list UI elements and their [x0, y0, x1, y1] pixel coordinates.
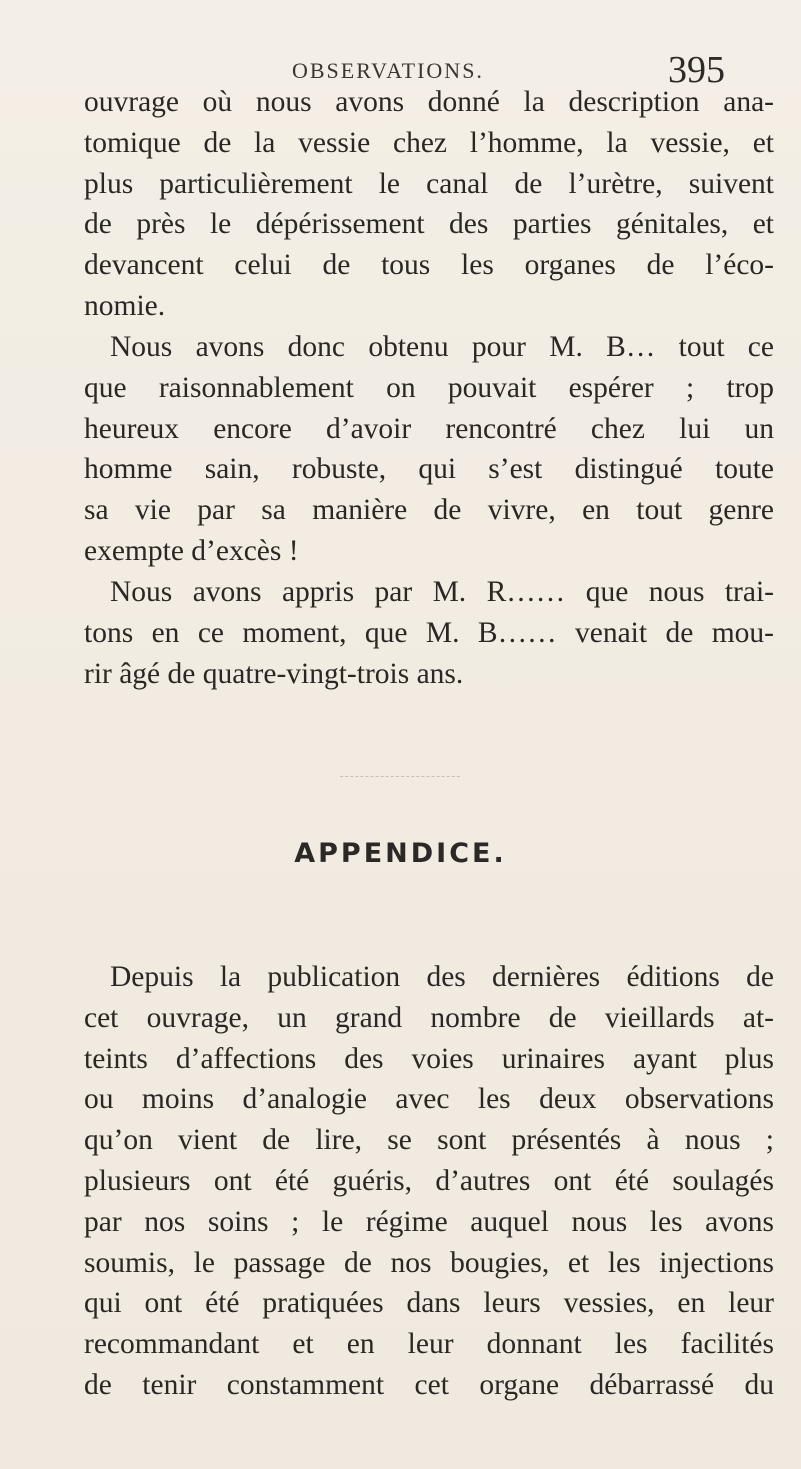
- text-line: rir âgé de quatre-vingt-trois ans.: [84, 657, 464, 690]
- text-line: de tenir constamment cet organe débarrassé du: [84, 1368, 774, 1401]
- text-line: sa vie par sa manière de vivre, en tout genre: [84, 494, 774, 527]
- text-line: recommandant et en leur donnant les facilités: [84, 1328, 774, 1361]
- text-line: qu’on vient de lire, se sont présentés à nous ;: [84, 1124, 774, 1157]
- section-divider: [340, 776, 460, 781]
- text-line: tons en ce moment, que M. B…… venait de mou-: [84, 616, 774, 649]
- page-number: 395: [668, 49, 725, 91]
- text-line: cet ouvrage, un grand nombre de vieillards at-: [84, 1001, 774, 1034]
- text-line: ouvrage où nous avons donné la description ana-: [84, 86, 774, 118]
- running-title: OBSERVATIONS.: [292, 58, 484, 83]
- text-line: nomie.: [84, 289, 166, 322]
- text-line: de près le dépérissement des parties génitales, et: [84, 208, 774, 241]
- paragraph-1: [84, 82, 774, 327]
- paragraph-2: [84, 327, 774, 572]
- text-line: teints d’affections des voies urinaires ayant plus: [84, 1042, 774, 1075]
- paragraph-3: [84, 572, 774, 694]
- appendix-heading: APPENDICE.: [294, 838, 507, 869]
- text-line: par nos soins ; le régime auquel nous les avons: [84, 1205, 774, 1238]
- text-line: devancent celui de tous les organes de l’éco-: [84, 249, 774, 282]
- text-line: heureux encore d’avoir rencontré chez lui un: [84, 412, 774, 445]
- text-line: tomique de la vessie chez l’homme, la vessie, et: [84, 126, 774, 159]
- text-line: soumis, le passage de nos bougies, et les injections: [84, 1246, 774, 1279]
- appendix-paragraph: [84, 957, 774, 1406]
- text-line: Nous avons appris par M. R…… que nous trai-: [110, 576, 774, 608]
- text-line: que raisonnablement on pouvait espérer ; trop: [84, 371, 774, 404]
- text-line: homme sain, robuste, qui s’est distingué toute: [84, 453, 774, 486]
- text-line: exempte d’excès !: [84, 534, 299, 567]
- text-line: Depuis la publication des dernières éditions de: [110, 961, 774, 993]
- text-line: plusieurs ont été guéris, d’autres ont été soulagés: [84, 1164, 774, 1197]
- text-line: Nous avons donc obtenu pour M. B… tout ce: [110, 331, 774, 363]
- text-line: ou moins d’analogie avec les deux observations: [84, 1083, 774, 1116]
- text-line: qui ont été pratiquées dans leurs vessies, en leur: [84, 1287, 774, 1320]
- text-line: plus particulièrement le canal de l’urètre, suivent: [84, 167, 774, 200]
